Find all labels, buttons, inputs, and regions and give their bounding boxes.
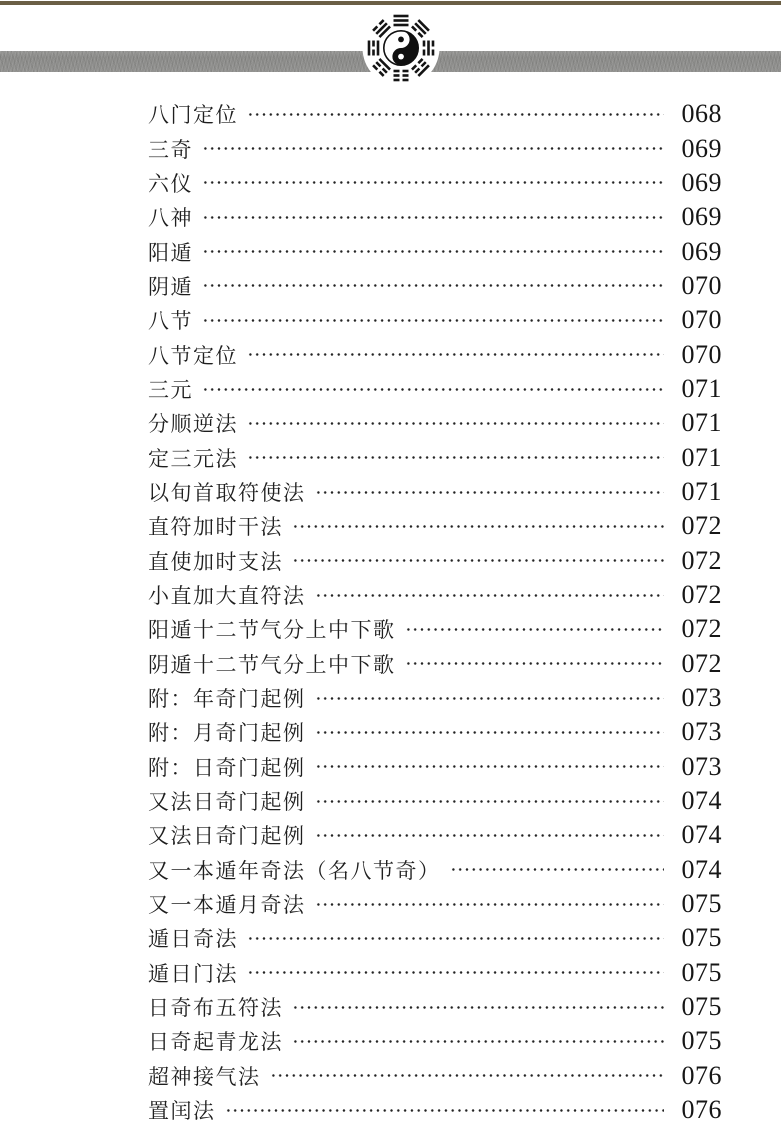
dot-leader [247, 440, 664, 474]
toc-entry-title: 三奇 [148, 137, 193, 162]
toc-entry-page: 071 [681, 476, 722, 506]
toc-entry-page: 075 [681, 1026, 722, 1056]
toc-entry [148, 750, 722, 784]
toc-entry [148, 166, 722, 200]
toc-entry [148, 921, 722, 955]
toc-entry-page: 074 [681, 786, 722, 816]
dot-leader [247, 921, 664, 955]
toc-entry-title: 日奇起青龙法 [148, 1030, 283, 1055]
toc-entry-page: 071 [681, 408, 722, 438]
toc-entry-title: 置闰法 [148, 1099, 216, 1124]
dot-leader [202, 234, 664, 268]
dot-leader [202, 303, 664, 337]
toc-entry-page: 075 [681, 992, 722, 1022]
toc-entry-page: 069 [681, 167, 722, 197]
toc-entry-page: 070 [681, 270, 722, 300]
toc-entry-page: 070 [681, 339, 722, 369]
toc-entry [148, 372, 722, 406]
dot-leader [315, 681, 665, 715]
toc-entry-title: 八门定位 [148, 103, 238, 128]
toc-entry-title: 六仪 [148, 171, 193, 196]
toc-entry [148, 269, 722, 303]
toc-entry-page: 073 [681, 683, 722, 713]
dot-leader [292, 1024, 664, 1058]
toc-entry [148, 887, 722, 921]
dot-leader [405, 647, 665, 681]
toc-entry-page: 074 [681, 854, 722, 884]
toc-entry [148, 131, 722, 165]
dot-leader [315, 475, 665, 509]
toc-entry-page: 072 [681, 614, 722, 644]
toc-entry-title: 三元 [148, 377, 193, 402]
toc-entry [148, 406, 722, 440]
toc-entry-title: 日奇布五符法 [148, 996, 283, 1021]
toc-entry-title: 定三元法 [148, 446, 238, 471]
toc-entry-page: 072 [681, 648, 722, 678]
toc-entry-title: 附：年奇门起例 [148, 687, 306, 712]
dot-leader [270, 1059, 665, 1093]
dot-leader [202, 131, 664, 165]
dot-leader [292, 990, 664, 1024]
toc-entry-title: 附：日奇门起例 [148, 755, 306, 780]
toc-entry-page: 070 [681, 305, 722, 335]
dot-leader [202, 166, 664, 200]
toc-entry-title: 阳遁 [148, 240, 193, 265]
dot-leader [247, 406, 664, 440]
toc-entry [148, 475, 722, 509]
toc-entry [148, 818, 722, 852]
dot-leader [292, 543, 664, 577]
toc-entry-title: 八节 [148, 309, 193, 334]
dot-leader [247, 956, 664, 990]
toc-entry-page: 075 [681, 889, 722, 919]
toc-entry [148, 681, 722, 715]
toc-entry-page: 073 [681, 717, 722, 747]
toc-entry [148, 990, 722, 1024]
toc-entry [148, 647, 722, 681]
dot-leader [315, 784, 665, 818]
dot-leader [405, 612, 665, 646]
dot-leader [292, 509, 664, 543]
toc-entry-title: 直使加时支法 [148, 549, 283, 574]
toc-entry [148, 956, 722, 990]
dot-leader [450, 853, 665, 887]
toc-entry-title: 超神接气法 [148, 1064, 261, 1089]
toc-entry [148, 337, 722, 371]
toc-entry-page: 068 [681, 99, 722, 129]
toc-entry-title: 分顺逆法 [148, 412, 238, 437]
toc-entry-page: 072 [681, 511, 722, 541]
dot-leader [247, 97, 664, 131]
toc-entry [148, 234, 722, 268]
toc-entry-page: 069 [681, 236, 722, 266]
dot-leader [202, 200, 664, 234]
toc-entry [148, 440, 722, 474]
dot-leader [315, 750, 665, 784]
toc-entry [148, 1024, 722, 1058]
toc-entry-page: 072 [681, 545, 722, 575]
toc-entry [148, 509, 722, 543]
toc-entry [148, 853, 722, 887]
dot-leader [315, 887, 665, 921]
toc-entry-page: 071 [681, 373, 722, 403]
toc-entry-title: 又法日奇门起例 [148, 824, 306, 849]
toc-entry-page: 073 [681, 751, 722, 781]
toc-entry-page: 075 [681, 923, 722, 953]
toc-entry [148, 303, 722, 337]
toc-entry [148, 578, 722, 612]
toc-entry-title: 八节定位 [148, 343, 238, 368]
dot-leader [315, 818, 665, 852]
dot-leader [247, 337, 664, 371]
toc-entry-title: 八神 [148, 206, 193, 231]
dot-leader [225, 1093, 665, 1127]
toc-entry [148, 200, 722, 234]
toc-entry-page: 069 [681, 133, 722, 163]
toc-entry [148, 784, 722, 818]
dot-leader [315, 715, 665, 749]
toc-entry-title: 阳遁十二节气分上中下歌 [148, 618, 396, 643]
toc-entry-title: 小直加大直符法 [148, 583, 306, 608]
toc-entry-page: 076 [681, 1095, 722, 1125]
bagua-taiji-icon [361, 8, 441, 88]
toc-entry-title: 遁日奇法 [148, 927, 238, 952]
toc-entry [148, 1093, 722, 1127]
dot-leader [315, 578, 665, 612]
dot-leader [202, 269, 664, 303]
toc-entry-page: 076 [681, 1060, 722, 1090]
dot-leader [202, 372, 664, 406]
toc-entry-page: 071 [681, 442, 722, 472]
toc-entry-page: 072 [681, 579, 722, 609]
toc-entry [148, 715, 722, 749]
toc-entry-title: 遁日门法 [148, 961, 238, 986]
toc-entry-title: 阴遁 [148, 274, 193, 299]
toc-entry-title: 附：月奇门起例 [148, 721, 306, 746]
toc-entry-title: 又法日奇门起例 [148, 790, 306, 815]
table-of-contents [148, 97, 722, 1127]
toc-entry-page: 075 [681, 957, 722, 987]
toc-entry-title: 以旬首取符使法 [148, 480, 306, 505]
toc-entry-page: 074 [681, 820, 722, 850]
toc-entry [148, 612, 722, 646]
toc-entry [148, 1059, 722, 1093]
toc-entry [148, 97, 722, 131]
toc-entry-title: 直符加时干法 [148, 515, 283, 540]
toc-entry-title: 又一本遁年奇法（名八节奇） [148, 858, 441, 883]
top-accent-rule [0, 1, 781, 5]
toc-entry [148, 543, 722, 577]
toc-entry-title: 阴遁十二节气分上中下歌 [148, 652, 396, 677]
toc-entry-title: 又一本遁月奇法 [148, 893, 306, 918]
toc-entry-page: 069 [681, 202, 722, 232]
